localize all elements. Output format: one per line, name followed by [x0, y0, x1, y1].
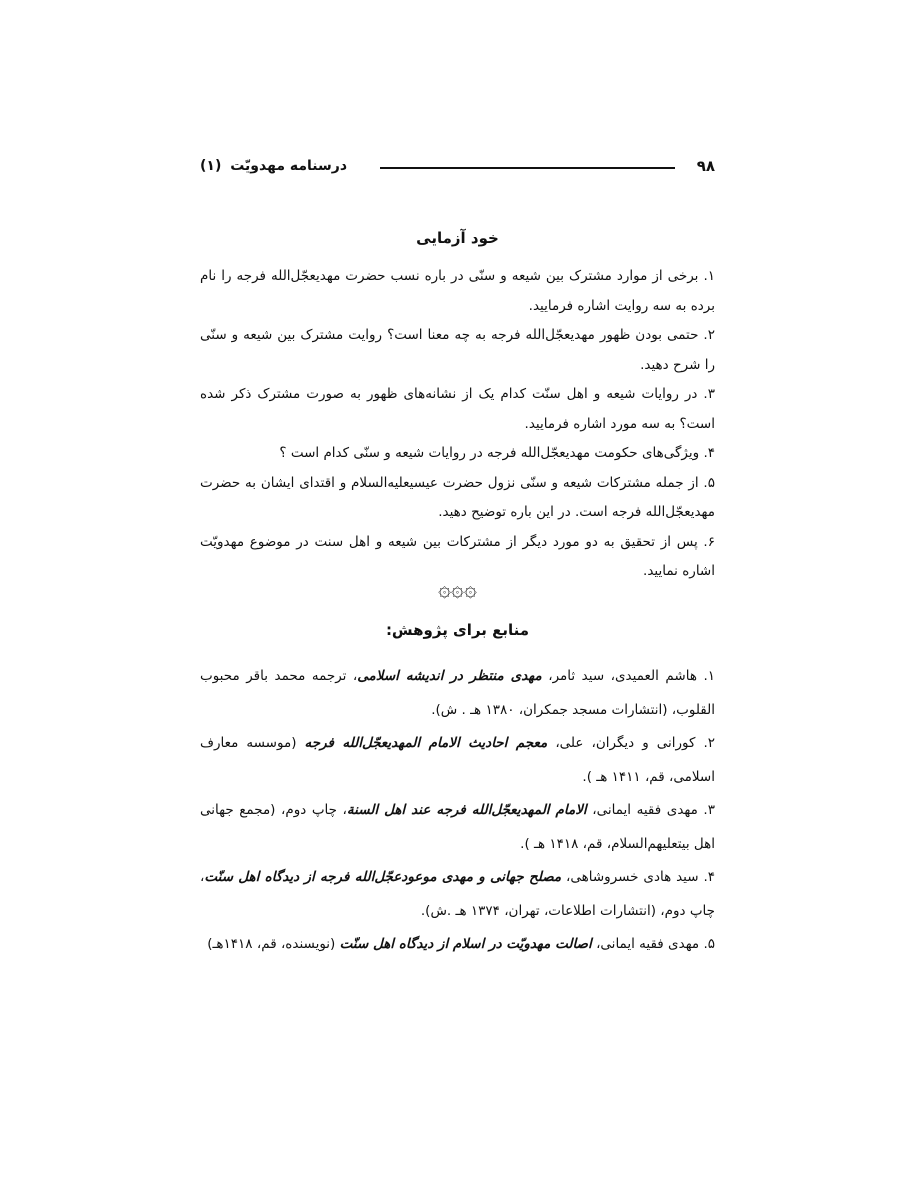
ornament-divider — [200, 577, 715, 602]
source-item-5 — [200, 928, 715, 962]
source-title: الامام المهدیعجّل‌الله‌ فرجه عند اهل السنة — [346, 802, 587, 818]
quiz-question-3: ۳. در روایات شیعه و اهل سنّت کدام یک از نشانه‌های ظهور به صورت مشترک ذکر شده است؟ به سه مورد اشاره فرمایید. — [200, 386, 715, 432]
source-suffix: ، ترجمه محمد باقر محبوب القلوب، (انتشارات مسجد جمکران، ۱۳۸۰ هـ . ش). — [200, 668, 715, 718]
source-title: معجم احادیث الامام المهدیعجّل‌الله‌ فرجه — [304, 735, 548, 751]
source-prefix: ۵. مهدی فقیه ایمانی، — [591, 936, 715, 952]
source-item-1 — [200, 660, 715, 727]
quiz-question-5: ۵. از جمله مشترکات شیعه و سنّی نزول حضرت عیسیعلیه‌السلام و اقتدای ایشان به حضرت مهدیعجّل‌الله‌ فرجه است. در این باره توضیح دهید. — [200, 474, 715, 520]
source-prefix: ۳. مهدی فقیه ایمانی، — [586, 802, 715, 818]
source-title: اصالت مهدویّت در اسلام از دیدگاه اهل سنّت — [339, 936, 592, 952]
source-item-3 — [200, 794, 715, 861]
source-prefix: ۲. کورانی و دیگران، علی، — [547, 735, 715, 751]
quiz-question-4: ۴. ویژگی‌های حکومت مهدیعجّل‌الله‌ فرجه در روایات شیعه و سنّی کدام است ؟ — [279, 445, 715, 461]
sources-title: منابع برای پژوهش: — [385, 621, 530, 639]
book-title-text: درسنامه مهدویّت — [230, 158, 348, 174]
ornament-glyphs: ۞۞۞ — [438, 577, 477, 602]
page-number: ۹۸ — [696, 157, 715, 175]
quiz-question-2: ۲. حتمی بودن ظهور مهدیعجّل‌الله‌ فرجه به چه معنا است؟ روایت مشترک بین شیعه و سنّی را شرح دهید. — [200, 327, 715, 373]
running-header — [200, 156, 715, 178]
book-title — [200, 156, 347, 176]
quiz-question-6: ۶. پس از تحقیق به دو مورد دیگر از مشترکات بین شیعه و اهل سنت در موضوع مهدویّت اشاره نمایید. — [200, 533, 715, 579]
source-title: مصلح جهانی و مهدی موعودعجّل‌الله‌ فرجه از دیدگاه اهل سنّت — [204, 869, 562, 885]
source-suffix: ، چاپ دوم، (مجمع جهانی اهل بیتعلیهم‌السلام، قم، ۱۴۱۸ هـ ). — [200, 802, 715, 852]
source-prefix: ۱. هاشم العمیدی، سید ثامر، — [541, 668, 715, 684]
source-suffix: ، چاپ دوم، (انتشارات اطلاعات، تهران، ۱۳۷۴ هـ .ش). — [200, 869, 715, 919]
quiz-question-1: ۱. برخی از موارد مشترک بین شیعه و سنّی در باره نسب حضرت مهدیعجّل‌الله‌ فرجه را نام برده به سه روایت اشاره فرمایید. — [200, 268, 715, 314]
source-title: مهدی منتظر در اندیشه اسلامی — [357, 668, 542, 684]
source-item-4 — [200, 861, 715, 928]
quiz-title: خود آزمایی — [416, 229, 499, 247]
sources-list — [200, 660, 715, 962]
source-suffix: (موسسه معارف اسلامی، قم، ۱۴۱۱ هـ ). — [200, 735, 715, 785]
source-suffix: (نویسنده، قم، ۱۴۱۸هـ) — [207, 936, 340, 952]
volume-number: (۱) — [200, 158, 222, 174]
source-item-2 — [200, 727, 715, 794]
header-rule — [380, 167, 675, 169]
source-prefix: ۴. سید هادی خسروشاهی، — [561, 869, 715, 885]
quiz-questions — [200, 262, 715, 587]
